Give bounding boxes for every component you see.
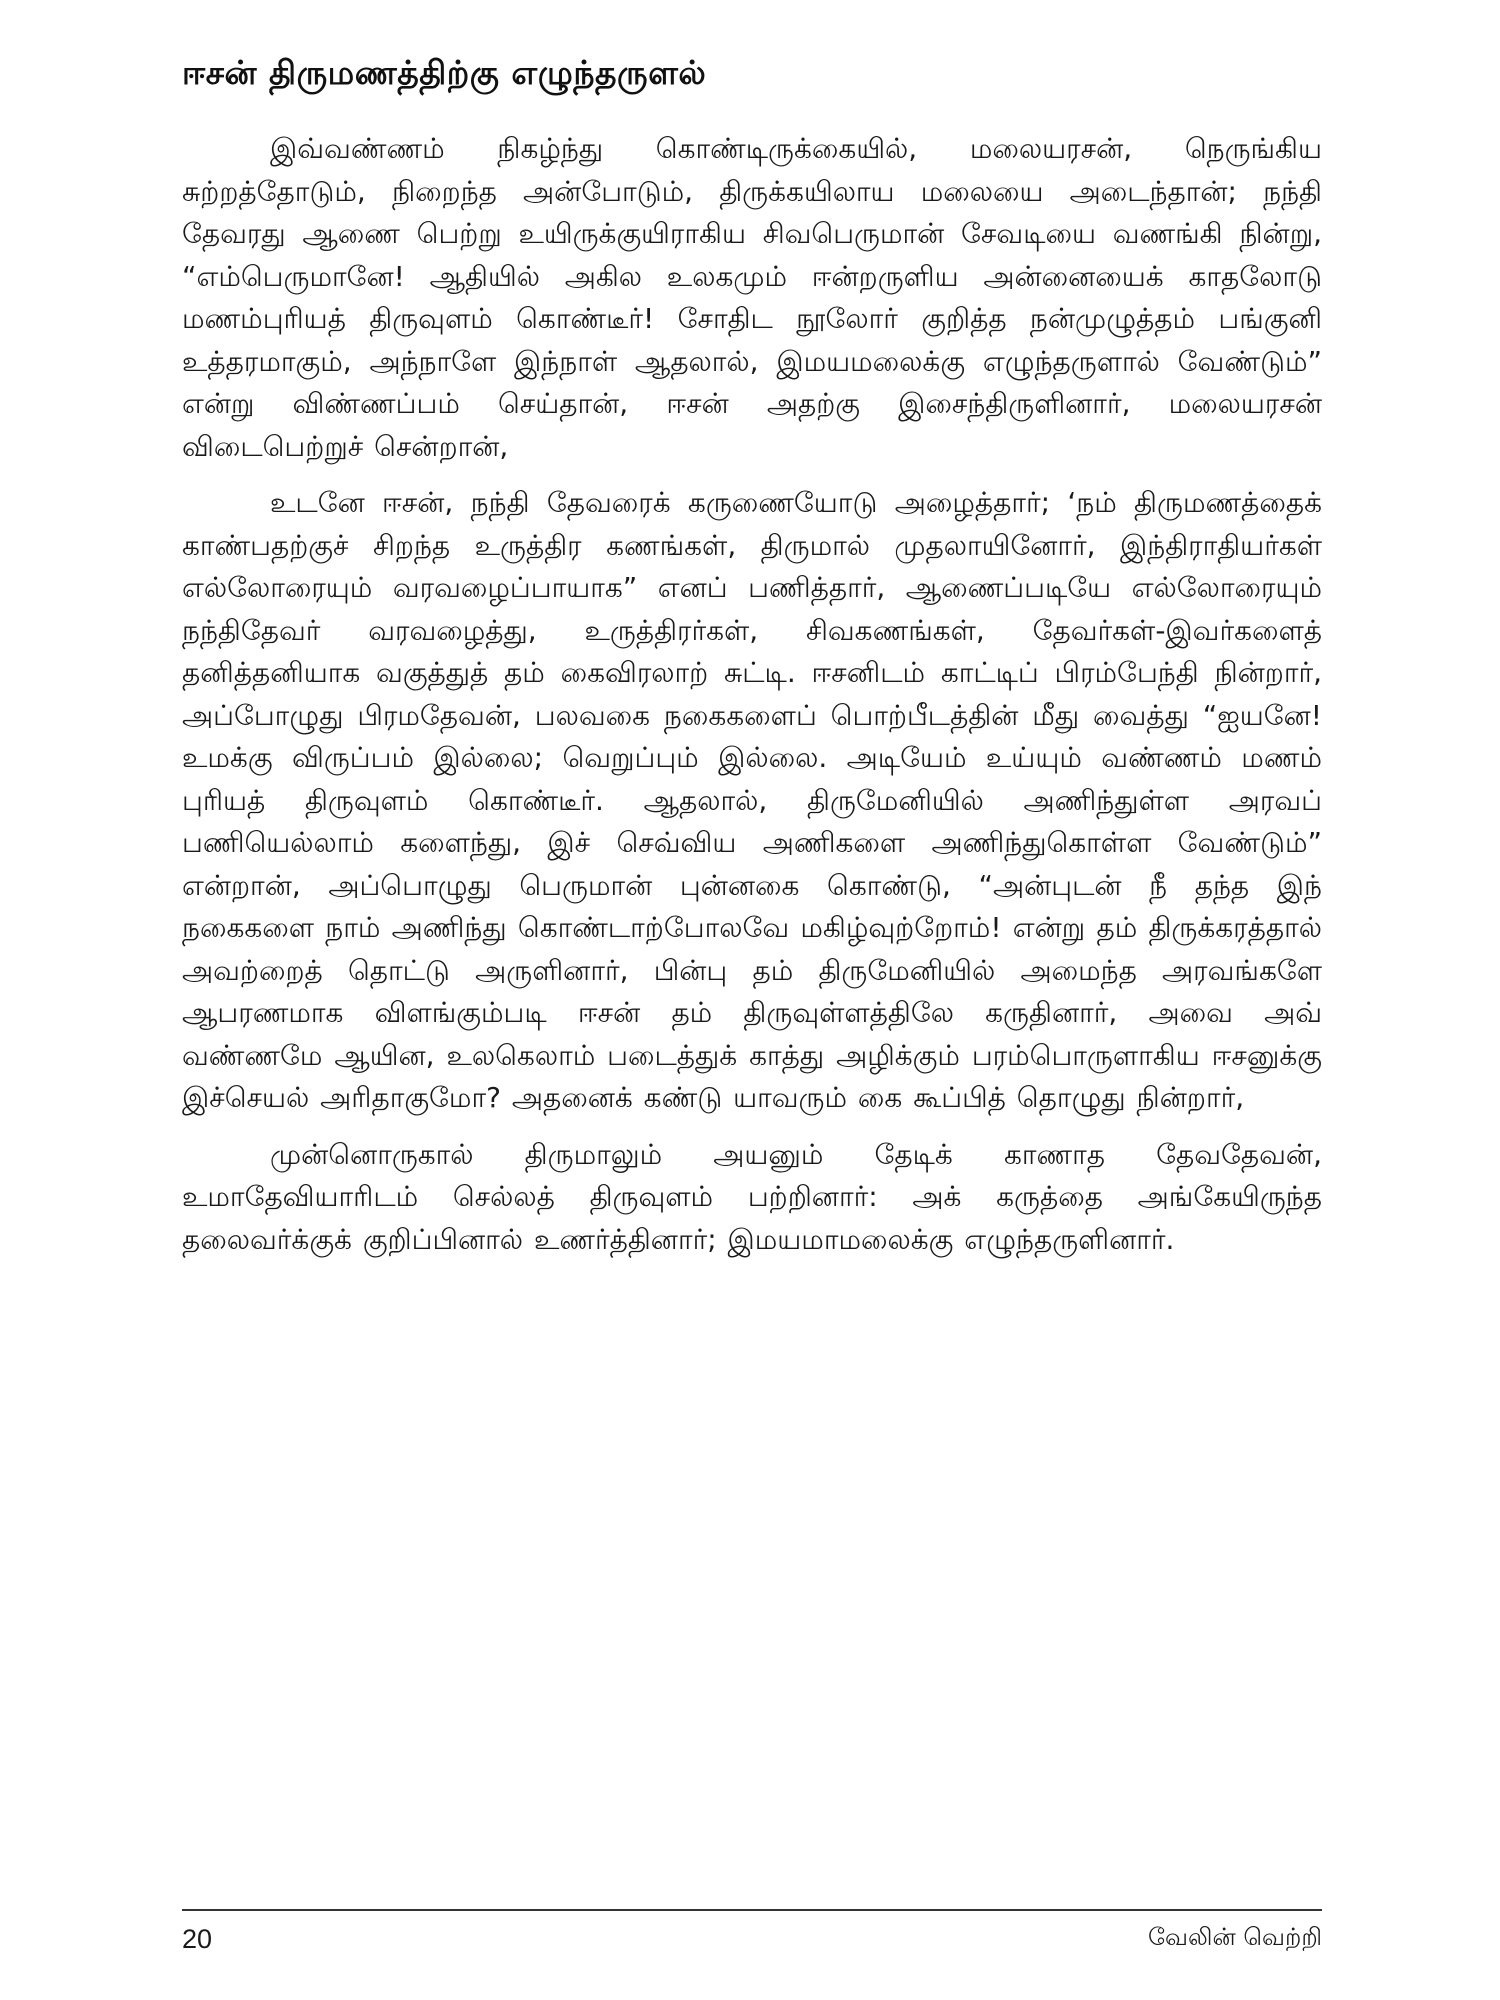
footer-divider — [182, 1909, 1322, 1911]
paragraph-3: முன்னொருகால் திருமாலும் அயனும் தேடிக் காணாத தேவதேவன், உமாதேவியாரிடம் செல்லத் திருவுளம் பற்றினார்: அக் கருத்தை அங்கேயிருந்த தலைவர்க்குக் குறிப்பினால் உணர்த்தினார்; இமயமாமலைக்கு எழுந்தருளினார். — [182, 1137, 1322, 1256]
paragraph-2: உடனே ஈசன், நந்தி தேவரைக் கருணையோடு அழைத்தார்; ‘நம் திருமணத்தைக் காண்பதற்குச் சிறந்த உருத்திர கணங்கள், திருமால் முதலாயினோர், இந்திராதியர்கள் எல்லோரையும் வரவழைப்பாயாக” எனப் பணித்தார், ஆணைப்படியே எல்லோரையும் நந்திதேவர் வரவழைத்து, உருத்திரர்கள், சிவகணங்கள், தேவர்கள்-இவர்களைத் தனித்தனியாக வகுத்துத் தம் கைவிரலாற் சுட்டி. ஈசனிடம் காட்டிப் பிரம்பேந்தி நின்றார், அப்போழுது பிரமதேவன், பலவகை நகைகளைப் பொற்பீடத்தின் மீது வைத்து “ஐயனே! உமக்கு விருப்பம் இல்லை; வெறுப்பும் இல்லை. அடியேம் உய்யும் வண்ணம் மணம் புரியத் திருவுளம் கொண்டீர். ஆதலால், திருமேனியில் அணிந்துள்ள அரவப் பணியெல்லாம் களைந்து, இச் செவ்விய அணிகளை அணிந்துகொள்ள வேண்டும்” என்றான், அப்பொழுது பெருமான் புன்னகை கொண்டு, “அன்புடன் நீ தந்த இந் நகைகளை நாம் அணிந்து கொண்டாற்போலவே மகிழ்வுற்றோம்! என்று தம் திருக்கரத்தால் அவற்றைத் தொட்டு அருளினார், பின்பு தம் திருமேனியில் அமைந்த அரவங்களே ஆபரணமாக விளங்கும்படி ஈசன் தம் திருவுள்ளத்திலே கருதினார், அவை அவ் வண்ணமே ஆயின, உலகெலாம் படைத்துக் காத்து அழிக்கும் பரம்பொருளாகிய ஈசனுக்கு இச்செயல் அரிதாகுமோ? அதனைக் கண்டு யாவரும் கை கூப்பித் தொழுது நின்றார், — [182, 486, 1322, 1114]
chapter-heading: ஈசன் திருமணத்திற்கு எழுந்தருளல் — [182, 53, 707, 92]
running-title: வேலின் வெற்றி — [1148, 1923, 1322, 1951]
body-text — [182, 128, 1322, 1275]
page-number: 20 — [182, 1924, 213, 1954]
paragraph-1: இவ்வண்ணம் நிகழ்ந்து கொண்டிருக்கையில், மலையரசன், நெருங்கிய சுற்றத்தோடும், நிறைந்த அன்போடும், திருக்கயிலாய மலையை அடைந்தான்; நந்தி தேவரது ஆணை பெற்று உயிருக்குயிராகிய சிவபெருமான் சேவடியை வணங்கி நின்று, “எம்பெருமானே! ஆதியில் அகில உலகமும் ஈன்றருளிய அன்னையைக் காதலோடு மணம்புரியத் திருவுளம் கொண்டீர்! சோதிட நூலோர் குறித்த நன்முழுத்தம் பங்குனி உத்தரமாகும், அந்நாளே இந்நாள் ஆதலால், இமயமலைக்கு எழுந்தருளால் வேண்டும்” என்று விண்ணப்பம் செய்தான், ஈசன் அதற்கு இசைந்திருளினார், மலையரசன் விடைபெற்றுச் சென்றான், — [182, 132, 1322, 463]
